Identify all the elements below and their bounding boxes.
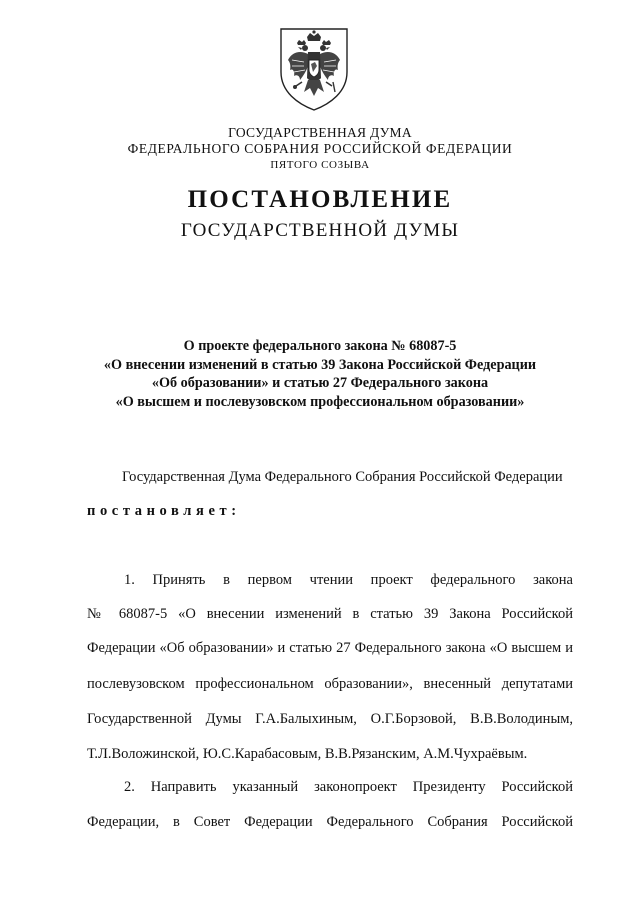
preamble: Государственная Дума Федерального Собрания Российской Федерации [122, 469, 563, 485]
paragraph-line: Государственной Думы Г.А.Балыхиным, О.Г.Борзовой, В.В.Володиным, [87, 711, 573, 727]
paragraph-line: Т.Л.Воложинской, Ю.С.Карабасовым, В.В.Рязанским, А.М.Чухраёвым. [87, 746, 528, 762]
title-line: «О внесении изменений в статью 39 Закона Российской Федерации [103, 356, 537, 373]
title-line: «Об образовании» и статью 27 Федерального закона [151, 375, 489, 391]
organization-name: ГОСУДАРСТВЕННАЯ ДУМА [228, 125, 412, 140]
paragraph-line: послевузовском профессиональном образовании», внесенный депутатами [87, 676, 573, 692]
paragraph-line: № 68087-5 «О внесении изменений в статью 39 Закона Российской [87, 606, 573, 622]
paragraph-line: 1. Принять в первом чтении проект федерального закона [124, 572, 573, 588]
coat-of-arms-icon [278, 26, 350, 112]
document-title [0, 337, 640, 411]
paragraph-line: 2. Направить указанный законопроект Президенту Российской [124, 779, 573, 795]
convocation: ПЯТОГО СОЗЫВА [270, 159, 370, 171]
document-subtitle: ГОСУДАРСТВЕННОЙ ДУМЫ [180, 220, 460, 241]
document-type: ПОСТАНОВЛЕНИЕ [187, 186, 453, 213]
resolves-keyword: постановляет: [87, 503, 241, 519]
title-line: О проекте федерального закона № 68087-5 [183, 338, 457, 354]
paragraph-line: Федерации, в Совет Федерации Федерального Собрания Российской [87, 814, 573, 830]
organization-parliament: ФЕДЕРАЛЬНОГО СОБРАНИЯ РОССИЙСКОЙ ФЕДЕРАЦИИ [127, 141, 513, 156]
title-line: «О высшем и послевузовском профессиональном образовании» [115, 393, 525, 410]
paragraph-line: Федерации «Об образовании» и статью 27 Федерального закона «О высшем и [87, 640, 573, 656]
